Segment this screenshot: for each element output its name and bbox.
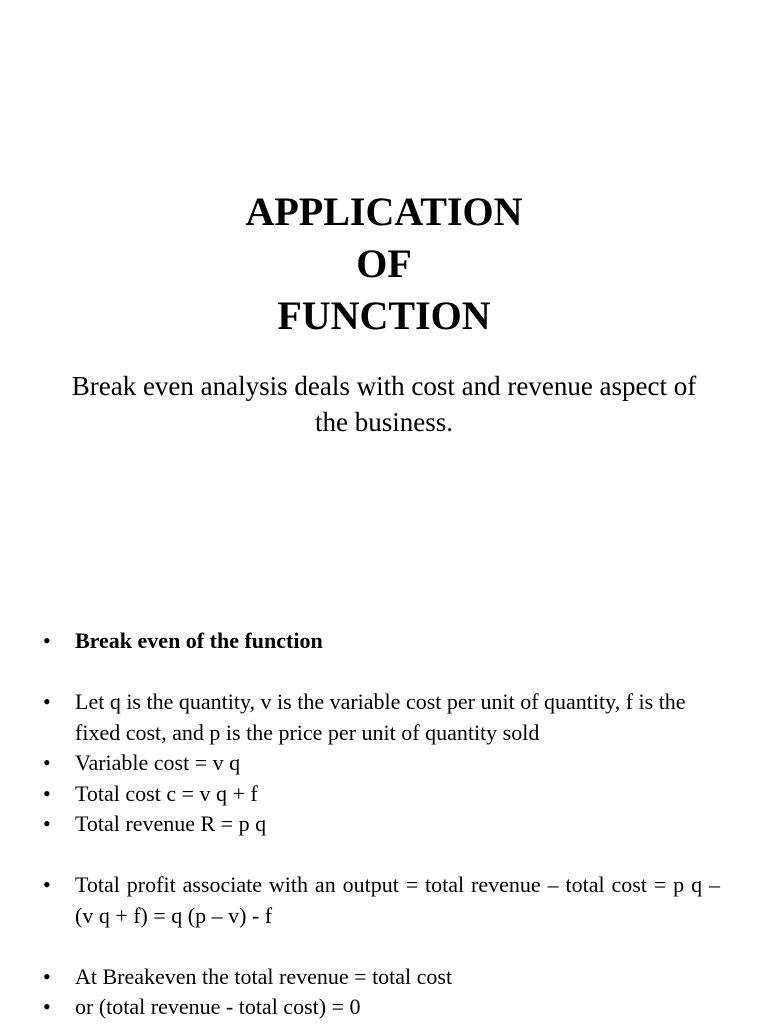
bullet-text: Variable cost = v q xyxy=(75,750,241,775)
title-line: OF xyxy=(356,241,412,286)
bullet-item xyxy=(40,992,720,1023)
bullet-text: Total revenue R = p q xyxy=(75,811,267,836)
bullet-item xyxy=(40,779,720,810)
title-line: FUNCTION xyxy=(277,293,491,338)
bullet-dot-icon: • xyxy=(43,811,51,836)
slide-title xyxy=(0,186,768,342)
bullet-text: Total cost c = v q + f xyxy=(75,780,258,806)
bullet-dot-icon: • xyxy=(43,689,51,714)
bullet-item xyxy=(40,809,720,840)
bullet-dot-icon: • xyxy=(43,628,51,653)
bullet-dot-icon: • xyxy=(43,963,51,989)
bullet-item xyxy=(40,626,720,657)
bullet-dot-icon: • xyxy=(43,872,51,897)
bullet-text: Let q is the quantity, v is the variable cost per unit of quantity, f is the fixed cost, and p is the price per unit of quantity sold xyxy=(75,689,686,745)
bullet-list xyxy=(40,626,720,1023)
bullet-text: or (total revenue - total cost) = 0 xyxy=(75,994,361,1019)
bullet-item xyxy=(40,687,720,748)
slide-subtitle: Break even analysis deals with cost and revenue aspect of the business. xyxy=(71,371,697,437)
bullet-text: At Breakeven the total revenue = total cost xyxy=(75,963,453,989)
bullet-item xyxy=(40,870,720,931)
title-line: APPLICATION xyxy=(245,189,523,234)
bullet-item xyxy=(40,748,720,779)
bullet-item xyxy=(40,962,720,993)
bullet-dot-icon: • xyxy=(43,780,51,806)
bullet-dot-icon: • xyxy=(43,994,51,1019)
bullet-text: Total profit associate with an output = total revenue – total cost = p q – (v q + f) = q (p – v) - f xyxy=(75,872,720,928)
bullet-dot-icon: • xyxy=(43,750,51,775)
bullet-text: Break even of the function xyxy=(75,628,323,653)
